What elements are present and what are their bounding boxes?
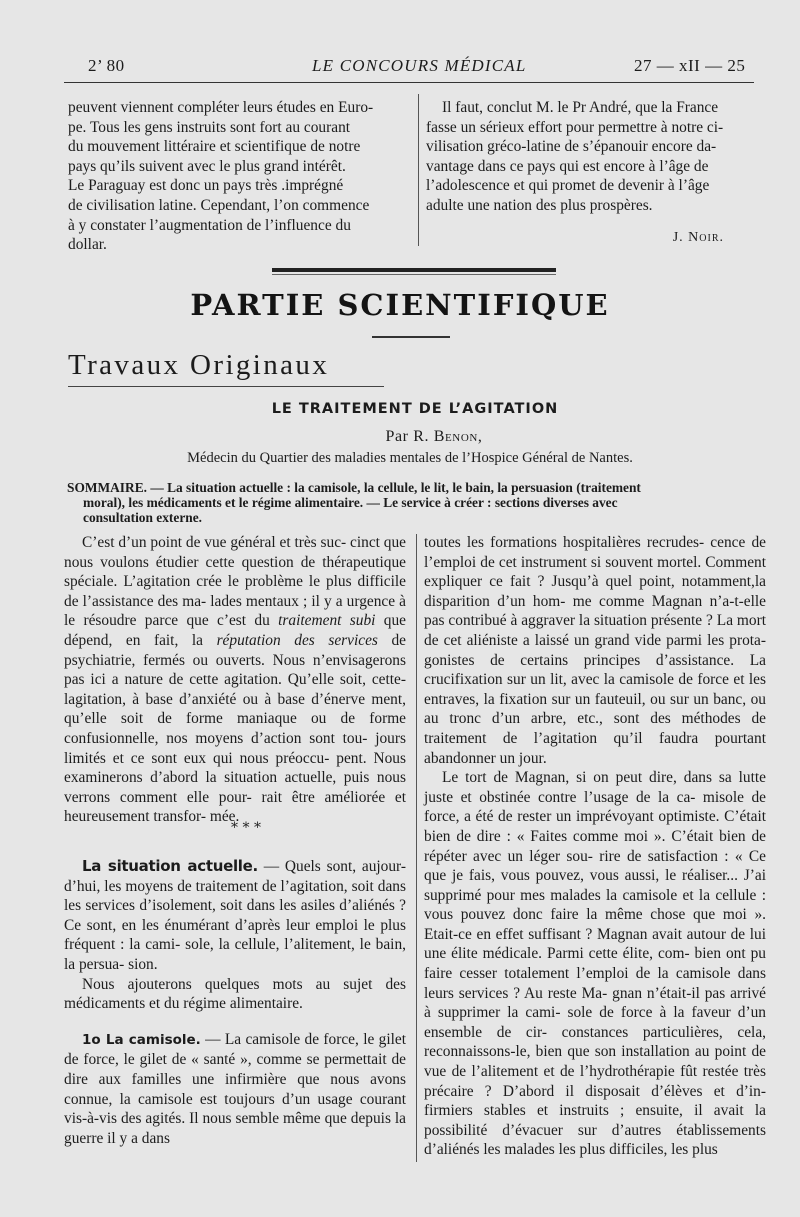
section-rule-short	[372, 336, 450, 338]
text-line: peuvent viennent compléter leurs études en Euro-	[68, 99, 374, 116]
summary-line: consultation externe.	[83, 510, 203, 525]
prev-article-left-column	[68, 98, 406, 255]
column-divider	[418, 94, 419, 246]
section-title: PARTIE SCIENTIFIQUE	[190, 288, 610, 322]
section-rule-thin	[272, 274, 556, 275]
author-affiliation: Médecin du Quartier des maladies mentales de l’Hospice Général de Nantes.	[187, 450, 633, 466]
summary-line: moral), les médicaments et le régime alimentaire. — Le service à créer : sections diverses avec	[83, 495, 618, 510]
text-line: de civilisation latine. Cependant, l’on commence	[68, 196, 370, 214]
paragraph-intro	[64, 533, 406, 827]
text-line: pe. Tous les gens instruits sont fort au courant	[68, 118, 351, 136]
paragraph-situation	[64, 857, 406, 975]
page-number: 2’ 80	[88, 56, 125, 75]
summary-line	[67, 480, 763, 495]
article-left-column	[64, 533, 406, 827]
text-line: du mouvement littéraire et scientifique de notre	[68, 138, 361, 156]
intro-emphasis: réputation des services	[216, 631, 378, 649]
intro-text: de psychiatrie, fermés ou ouverts. Nous n’envisagerons pas ici a nature de cette agitation. Qu’elle soit, cette- lagitation, à base d’anxiété ou à base d’énerve ment, qu’elle soit de forme maniaque ou de forme confusionnelle, nos moyens d’action sont tou- jours limités et ce sont eux qui nous préoccu- pent. Nous examinerons d’abord la situation actuelle, puis nous verrons comment elle pour- rait être améliorée et heureusement transfor- mée.	[64, 631, 407, 826]
text-line: vantage dans ce pays qui est encore à l’âge de	[426, 157, 709, 175]
subsection-heading: La situation actuelle.	[82, 857, 258, 875]
section-rule-thick	[272, 268, 556, 272]
issue-date: 27 — xII — 25	[634, 56, 746, 75]
author-name: Benon,	[433, 428, 483, 445]
text-line: Le Paraguay est donc un pays très .imprégné	[68, 177, 344, 195]
header-rule	[64, 82, 754, 83]
text-line: vilisation gréco-latine de s’épanouir encore da-	[426, 138, 717, 156]
text-line: dollar.	[68, 236, 107, 254]
text-line: fasse un sérieux effort pour permettre à notre ci-	[426, 118, 724, 136]
subsection-heading: 1o La camisole.	[82, 1031, 201, 1048]
paragraph-text: — La camisole de force, le gilet de force, le gilet de « santé », comme se permettait de dire aux familles une infirmière que nous avons connue, la camisole est toujours d’un usage courant vis-à-vis des agités. Il nous semble même que depuis la guerre il y a dans	[64, 1030, 407, 1147]
paragraph-camisole	[64, 1030, 406, 1149]
text-line: à y constater l’augmentation de l’influence du	[68, 216, 351, 234]
intro-text: que dépend, en fait, la	[64, 612, 406, 649]
text-line: Il faut, conclut M. le Pr André, que la France	[442, 99, 719, 116]
subtitle-rule	[68, 386, 384, 387]
text-line: adulte une nation des plus prospères.	[426, 196, 653, 214]
article-right-column	[424, 533, 766, 1160]
intro-text: C’est d’un point de vue général et très suc- cinct que nous voulons étudier cette question de thérapeutique spéciale. L’agitation crée le problème le plus difficile de l’assistance des ma- lades mentaux ; il y a urgence à le résoudre parce que c’est du	[64, 534, 406, 630]
column-divider	[416, 534, 417, 1162]
signature: J. Noir.	[672, 230, 724, 245]
section-subtitle: Travaux Originaux	[68, 349, 330, 381]
journal-title: LE CONCOURS MÉDICAL	[312, 56, 527, 75]
summary	[67, 480, 763, 525]
summary-text: — La situation actuelle : la camisole, la cellule, le lit, le bain, la persuasion (traitement	[146, 480, 641, 495]
byline	[0, 428, 800, 446]
intro-emphasis: traitement subi	[278, 612, 376, 630]
byline-prefix: Par R.	[385, 428, 430, 445]
paragraph-text: — Quels sont, aujour- d’hui, les moyens de traitement de l’agitation, soit dans les services d’isolement, soit dans les asiles d’aliénés ? Ce sont, en les énumérant d’après leur emploi le plus fréquent : la cami- sole, la cellule, l’alitement, le bain, la persua- sion.	[64, 858, 407, 973]
paragraph-right-2: Le tort de Magnan, si on peut dire, dans sa lutte juste et obstinée contre l’usage de la ca- misole de force, a été de rester un imprévoyant optimiste. C’était bien de dire : « Faites comme moi ». C’était bien de répéter avec un léger sou- rire de satisfaction : « Ce que je fais, vous pouvez, vous aussi, le réaliser... J’ai supprimé pour mes malades la camisole et la cellule : vous pouvez donc faire la même chose que moi ». Etait-ce en effet suffisant ? Magnan avait autour de lui une élite médicale. Parmi cette élite, com- bien ont pu faire cesser totalement l’emploi de la camisole dans leurs services ? Au reste Ma- gnan n’était-il pas arrivé à supprimer la cami- sole de force à la faveur d’un ensemble de cir- constances particulières, cela, reconnaissons-le, bien que son installation au point de vue de l’alitement et de l’hydrothérapie fût restée très précaire ? D’abord il disposait d’élèves et d’in- firmiers stables et instruits ; ensuite, il avait la possibilité d’évacuer sur d’autres établissements d’aliénés les malades les plus difficiles, les plus	[424, 769, 766, 1159]
paragraph-meds: Nous ajouterons quelques mots au sujet des médicaments et du régime alimentaire.	[64, 975, 406, 1013]
prev-article-right-column	[426, 98, 766, 216]
paragraph-right-1: toutes les formations hospitalières recrudes- cence de l’emploi de cet instrument si souvent mortel. Comment expliquer ce fait ? Jusqu’à quel point, notamment,la disparition d’un hom- me comme Magnan n’a-t-elle pas contribué à aggraver la situation présente ? La mort de cet aliéniste a laissé un grand vide parmi les prota- gonistes de certains principes d’assistance. La crucifixation sur un lit, avec la camisole de force et les entraves, la fixation sur un fauteuil, ou sur un banc, ou au tronc d’un arbre, etc., sont des méthodes de traitement de l’agitation qu’il faudra pourtant abandonner un jour.	[424, 534, 766, 767]
article-left-column-continued	[64, 857, 406, 1148]
summary-label: SOMMAIRE.	[67, 480, 147, 495]
asterism: * * *	[231, 820, 261, 836]
text-line: l’adolescence et qui promet de devenir à l’âge	[426, 177, 710, 195]
article-title: LE TRAITEMENT DE L’AGITATION	[271, 401, 559, 417]
text-line: pays qu’ils suivent avec le plus grand intérêt.	[68, 157, 346, 175]
